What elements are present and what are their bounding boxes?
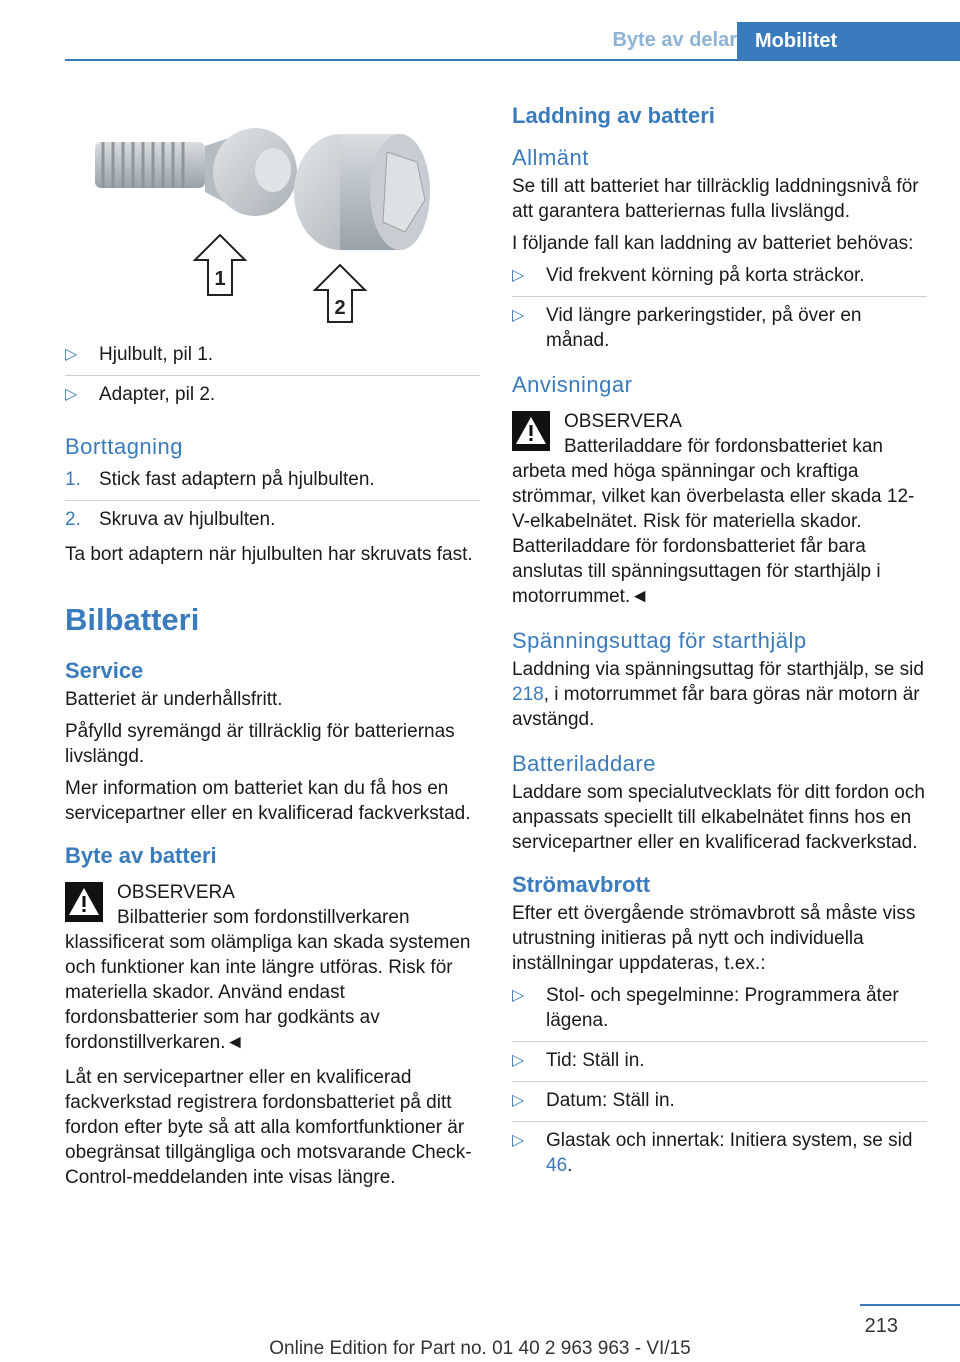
header-rule <box>65 59 960 61</box>
borttagning-heading: Borttagning <box>65 434 184 459</box>
byte-text: Låt en servicepartner eller en kvalificerad fackverkstad registrera fordonsbatteriet på ditt fordon efter byte så att alla komfortfunktioner är obegränsat tillgängliga och motsvarande Check-Control-meddelanden inte visas längre. <box>65 1067 472 1188</box>
list-item: 2. Skruva av hjulbulten. <box>65 509 276 530</box>
laddare-text: Laddare som specialutvecklats för ditt fordon och anpassats speciellt till elkabelnätet finns hos en servicepartner eller en kvalificerad fackverkstad. <box>512 782 925 853</box>
triangle-bullet-icon: ▷ <box>512 307 525 324</box>
steps-list <box>65 467 480 532</box>
list-item: ▷ Glastak och innertak: Initiera system, se sid 46. <box>512 1130 913 1176</box>
page-link-218[interactable]: 218 <box>512 684 544 705</box>
anvisningar-heading: Anvisningar <box>512 372 633 397</box>
footer-rule <box>860 1304 960 1306</box>
warning-text: Batteriladdare för fordonsbatteriet kan arbeta med höga spänningar och kraftiga strömmar, vilket kan överbelasta eller skada 12-V-elkabelnätet. Risk för materiella skador. Batteriladdare för fordonsbatteriet får bara anslutas till spänningsuttagen för starthjälp i motorrummet.◄ <box>512 436 915 607</box>
list-item: ▷ Stol- och spegelminne: Programmera åter lägena. <box>512 985 899 1031</box>
page-link-46[interactable]: 46 <box>546 1155 568 1176</box>
allmant-p1: Se till att batteriet har tillräcklig laddningsnivå för att garantera batteriernas fulla livslängd. <box>512 176 919 222</box>
strom-heading: Strömavbrott <box>512 872 651 897</box>
strom-text: Efter ett övergående strömavbrott så måste viss utrustning initieras på nytt och individuella inställningar uppdateras, t.ex.: <box>512 903 916 974</box>
warning-label: OBSERVERA <box>117 882 235 903</box>
list-item: 1. Stick fast adaptern på hjulbulten. <box>65 469 375 490</box>
section-tab-mobilitet[interactable]: Mobilitet <box>737 22 960 60</box>
warning-block <box>512 409 927 434</box>
service-heading: Service <box>65 658 144 683</box>
warning-text: Bilbatterier som fordonstillverkaren klassificerat som olämpliga kan skada systemen och funktioner kan inte längre utföras. Risk för materiella skador. Använd endast fordonsbatterier som har godkänts av fordonstillverkaren.◄ <box>65 907 471 1053</box>
list-item: ▷ Vid frekvent körning på korta sträckor. <box>512 265 865 286</box>
strom-list <box>512 983 927 1178</box>
bilbatteri-heading: Bilbatteri <box>65 602 200 637</box>
list-item: ▷ Vid längre parkeringstider, på över en månad. <box>512 305 862 351</box>
parts-list <box>65 342 480 407</box>
arrow-1-label: 1 <box>214 268 226 290</box>
wheel-bolt-illustration <box>95 128 297 216</box>
laddare-heading: Batteriladdare <box>512 751 656 776</box>
page-number: 213 <box>864 1315 898 1337</box>
adapter-illustration <box>294 134 430 250</box>
list-item: ▷ Hjulbult, pil 1. <box>65 344 214 365</box>
allmant-heading: Allmänt <box>512 145 589 170</box>
list-item: ▷ Tid: Ställ in. <box>512 1050 645 1071</box>
triangle-bullet-icon: ▷ <box>512 987 525 1004</box>
service-p1: Batteriet är underhållsfritt. <box>65 689 283 710</box>
arrow-2-label: 2 <box>334 297 346 319</box>
section-tab-byte-av-delar[interactable]: Byte av delar <box>612 29 737 51</box>
spanning-heading: Spänningsuttag för starthjälp <box>512 628 807 653</box>
service-p2: Påfylld syremängd är tillräcklig för batteriernas livslängd. <box>65 721 455 767</box>
borttagning-text: Ta bort adaptern när hjulbulten har skruvats fast. <box>65 544 473 565</box>
wheel-bolt-figure <box>65 100 480 330</box>
byte-heading: Byte av batteri <box>65 843 217 868</box>
triangle-bullet-icon: ▷ <box>512 1132 525 1149</box>
warning-block <box>65 880 480 905</box>
warning-label: OBSERVERA <box>564 411 682 432</box>
edition-footer: Online Edition for Part no. 01 40 2 963 963 - VI/15 <box>269 1338 691 1359</box>
list-item: ▷ Datum: Ställ in. <box>512 1090 675 1111</box>
right-column <box>512 102 927 1188</box>
triangle-bullet-icon: ▷ <box>512 267 525 284</box>
triangle-bullet-icon: ▷ <box>65 346 78 363</box>
warning-icon <box>65 882 103 922</box>
triangle-bullet-icon: ▷ <box>512 1052 525 1069</box>
page-header <box>0 0 960 62</box>
arrow-2-icon <box>315 265 365 322</box>
service-p3: Mer information om batteriet kan du få hos en servicepartner eller en kvalificerad fackverkstad. <box>65 778 471 824</box>
left-column <box>65 336 480 1197</box>
triangle-bullet-icon: ▷ <box>512 1092 525 1109</box>
allmant-p2: I följande fall kan laddning av batteriet behövas: <box>512 233 914 254</box>
warning-icon <box>512 411 550 451</box>
laddning-heading: Laddning av batteri <box>512 103 715 128</box>
triangle-bullet-icon: ▷ <box>65 386 78 403</box>
spanning-text: Laddning via spänningsuttag för starthjälp, se sid 218, i motorrummet får bara göras när motorn är avstängd. <box>512 659 924 730</box>
allmant-list <box>512 263 927 353</box>
arrow-1-icon <box>195 235 245 295</box>
list-item: ▷ Adapter, pil 2. <box>65 384 216 405</box>
